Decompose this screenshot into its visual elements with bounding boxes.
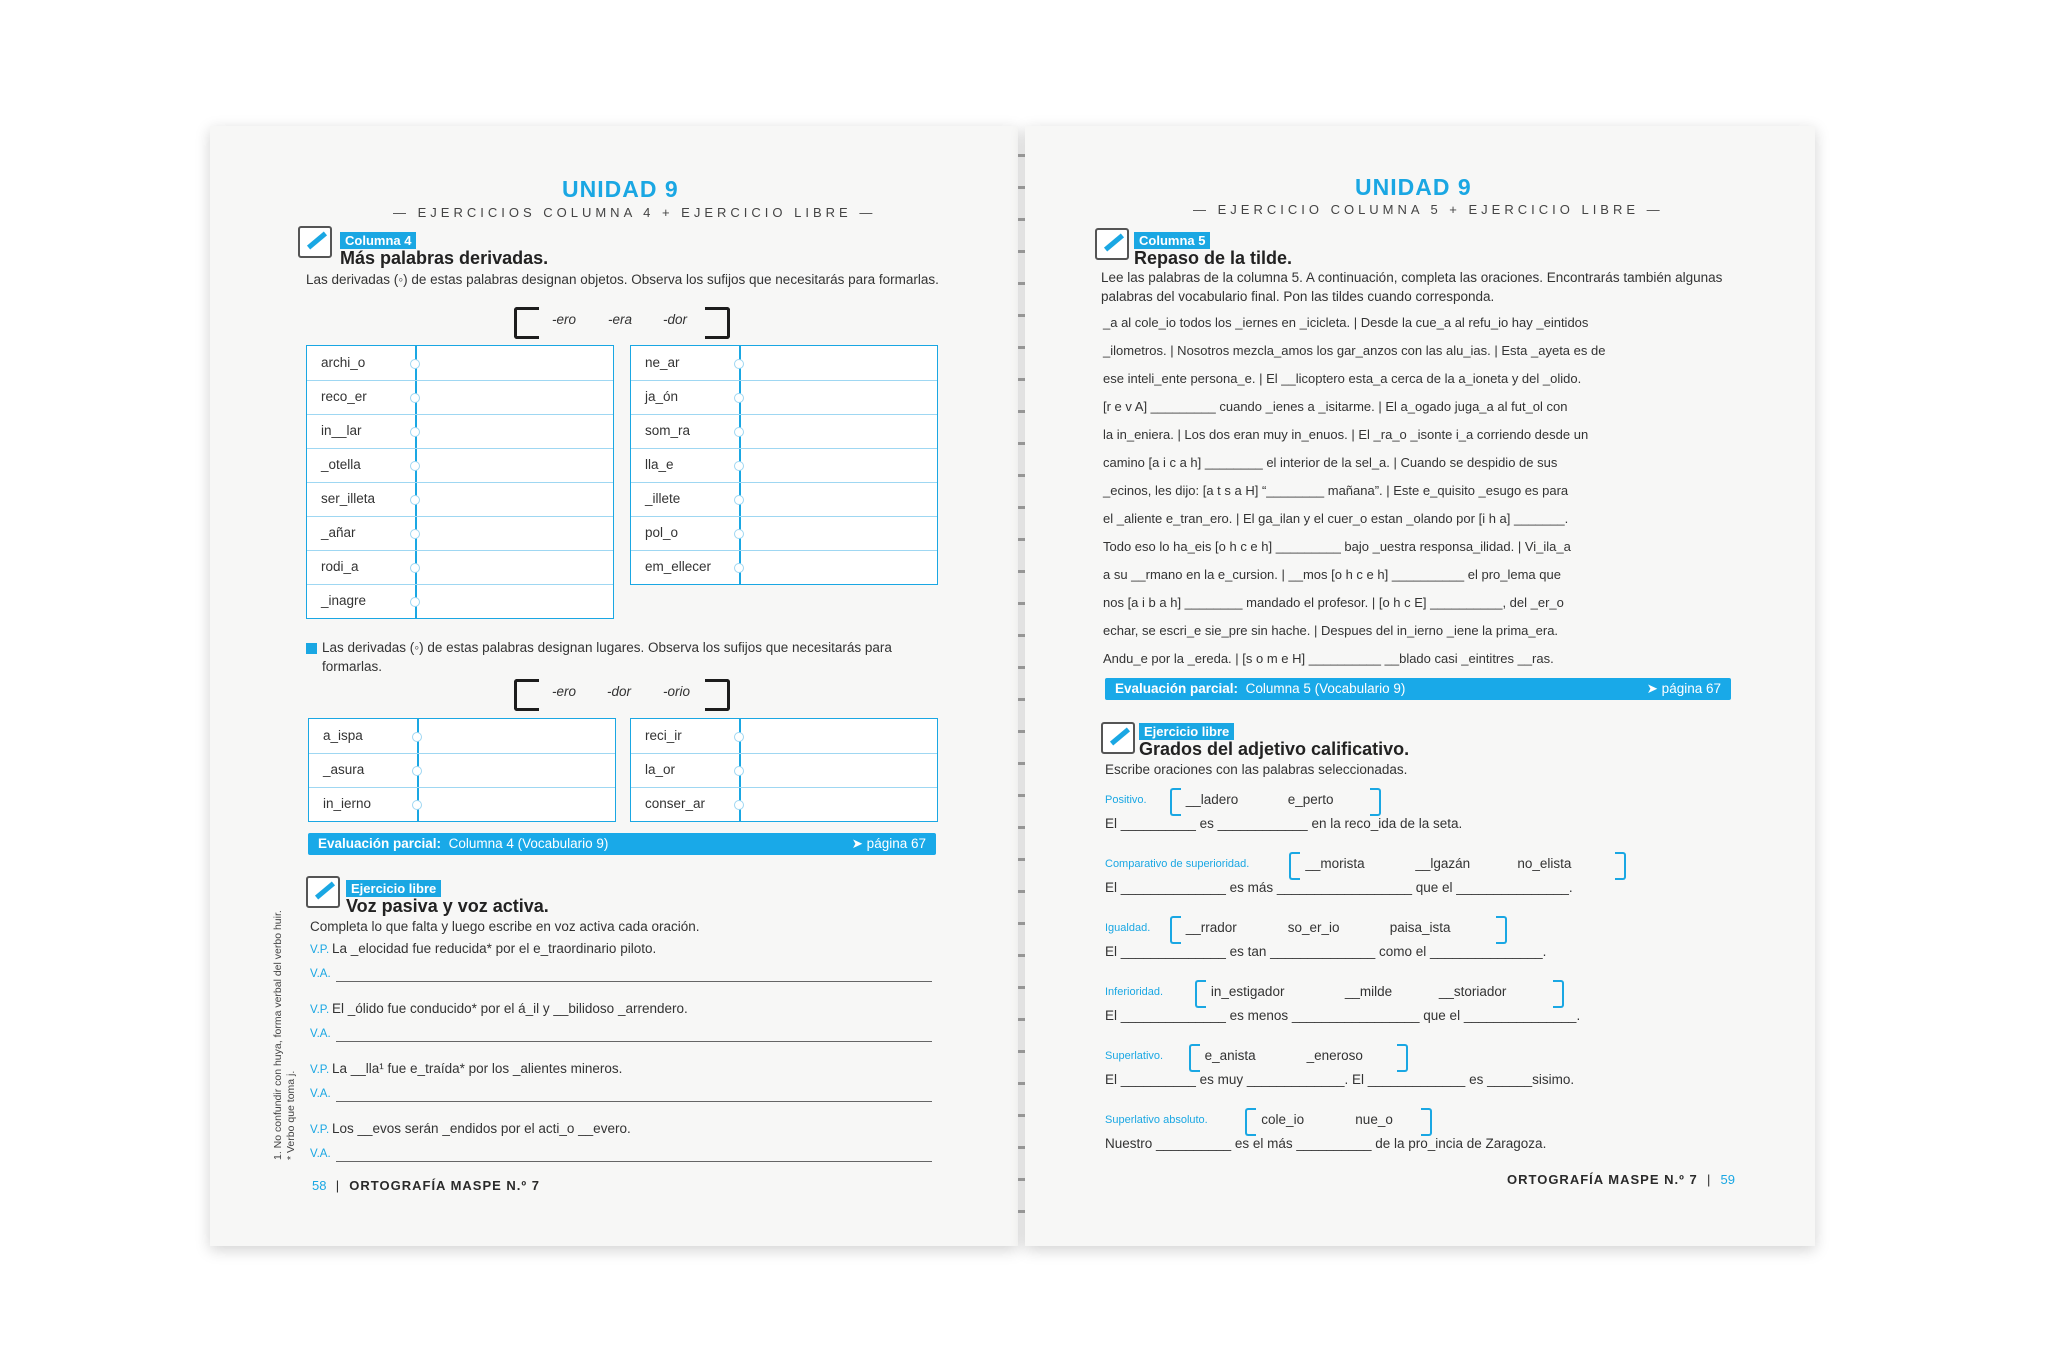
word-cell: rodi_a (321, 559, 359, 574)
section-heading: Voz pasiva y voz activa. (346, 896, 549, 916)
word-cell: archi_o (321, 355, 366, 370)
unit-subtitle: — EJERCICIO COLUMNA 5 + EJERCICIO LIBRE — (1193, 202, 1664, 217)
sentence: Los __evos serán _endidos por el acti_o __evero. (332, 1121, 631, 1136)
eval-label: Evaluación parcial: (1115, 681, 1239, 696)
selected-word: no_elista (1517, 856, 1572, 871)
word-cell: _inagre (321, 593, 367, 608)
bracket-left (1170, 916, 1181, 944)
degree-label: Comparativo de superioridad. (1105, 858, 1250, 870)
va-label: V.A. (310, 1028, 331, 1040)
side-note: 1. No confundir con huya, forma verbal del verbo huir. * Verbo que toma j. (272, 910, 297, 1160)
word-cell: ne_ar (645, 355, 680, 370)
word-cell: a_ispa (323, 728, 363, 743)
answer-line (336, 1161, 932, 1162)
section-tag: Ejercicio libre (1139, 723, 1234, 740)
table-row (631, 380, 937, 415)
section-tag: Ejercicio libre (346, 880, 441, 897)
pencil-icon (1101, 722, 1135, 754)
right-page (1025, 126, 1815, 1246)
bracket-left (1245, 1108, 1256, 1136)
bracket-left (514, 679, 539, 711)
bracket-right (1615, 852, 1626, 880)
sentence-line: Nuestro __________ es el más __________ de la pro_incia de Zaragoza. (1105, 1136, 1547, 1151)
selected-word: __storiador (1438, 984, 1507, 999)
suffix: -ero (552, 684, 577, 699)
table-row (307, 550, 613, 585)
selected-word: nue_o (1355, 1112, 1393, 1127)
vp-label: V.P. (310, 1064, 330, 1076)
derivative-marker (734, 461, 744, 471)
degree-label: Igualdad. (1105, 922, 1151, 934)
table-row (631, 448, 937, 483)
instructions: Las derivadas (◦) de estas palabras designan objetos. Observa los sufijos que necesitarás para formarlas. (306, 272, 939, 287)
bracket-right (705, 307, 730, 339)
bracket-left (1170, 788, 1181, 816)
fill-sentence: _ecinos, les dijo: [a t s a H] “________ mañana”. | Este e_quisito _esugo es para (1103, 483, 1569, 498)
page-footer: ORTOGRAFÍA MASPE N.º 7 | 59 (1507, 1172, 1736, 1187)
word-cell: ser_illeta (321, 491, 376, 506)
table-row (631, 482, 937, 517)
word-cell: in_ierno (323, 796, 372, 811)
selected-word: cole_io (1261, 1112, 1305, 1127)
derivative-marker (734, 732, 744, 742)
word-cell: _añar (321, 525, 356, 540)
table-row (307, 448, 613, 483)
word-cell: _otella (321, 457, 361, 472)
pencil-icon (1095, 228, 1129, 260)
derivative-marker (734, 563, 744, 573)
selected-word: __lgazán (1415, 856, 1471, 871)
book-title: ORTOGRAFÍA MASPE N.º 7 (1507, 1172, 1698, 1187)
degree-label: Positivo. (1105, 794, 1147, 806)
word-cell: in__lar (321, 423, 362, 438)
fill-sentence: Todo eso lo ha_eis [o h c e h] _________ bajo _uestra responsa_ilidad. | Vi_ila_a (1103, 539, 1571, 554)
left-page (210, 126, 1018, 1246)
derivative-marker (410, 495, 420, 505)
sentence-line: El ______________ es más __________________ que el _______________. (1105, 880, 1573, 895)
sentence-line: El __________ es ____________ en la reco_ida de la seta. (1105, 816, 1463, 831)
table-row (631, 346, 937, 381)
degree-label: Superlativo. (1105, 1050, 1164, 1062)
section-tag: Columna 5 (1134, 232, 1210, 249)
bracket-right (1397, 1044, 1408, 1072)
fill-sentence: Andu_e por la _ereda. | [s o m e H] __________ __blado casi _eintitres __ras. (1103, 651, 1554, 666)
derivative-marker (410, 461, 420, 471)
section-tag: Columna 4 (340, 232, 416, 249)
table-row (307, 346, 613, 381)
table-row (631, 787, 937, 821)
vp-label: V.P. (310, 1124, 330, 1136)
derivative-marker (734, 495, 744, 505)
selected-word: __rrador (1185, 920, 1237, 935)
suffix: -dor (607, 684, 632, 699)
selected-word: _eneroso (1306, 1048, 1363, 1063)
page-number: 58 (312, 1178, 327, 1193)
selected-word: __ladero (1185, 792, 1239, 807)
evaluation-bar[interactable] (308, 833, 936, 855)
page-number: 59 (1720, 1172, 1736, 1187)
answer-line (336, 1041, 932, 1042)
table-row (307, 380, 613, 415)
sentence-line: El ______________ es menos _________________ que el _______________. (1105, 1008, 1581, 1023)
table-row (307, 516, 613, 551)
page-link[interactable]: ➤ página 67 (851, 836, 926, 851)
derivative-marker (410, 359, 420, 369)
selected-word: e_perto (1287, 792, 1334, 807)
table-row (307, 482, 613, 517)
eval-label: Evaluación parcial: (318, 836, 442, 851)
unit-title: UNIDAD 9 (562, 176, 679, 202)
word-cell: _asura (323, 762, 365, 777)
fill-sentence: _ilometros. | Nosotros mezcla_amos los gar_anzos con las alu_ias. | Esta _ayeta es de (1103, 343, 1606, 358)
section-heading: Más palabras derivadas. (340, 248, 549, 268)
selected-word: in_estigador (1210, 984, 1285, 999)
degree-label: Superlativo absoluto. (1105, 1114, 1208, 1126)
fill-sentence: la in_eniera. | Los dos eran muy in_enuos. | El _ra_o _isonte i_a corriendo desde un (1103, 427, 1589, 442)
suffix: -ero (552, 312, 577, 327)
derivative-marker (734, 393, 744, 403)
derivative-marker (410, 597, 420, 607)
derivative-marker (410, 393, 420, 403)
instructions: Las derivadas (◦) de estas palabras designan lugares. Observa los sufijos que necesitarás para formarlas. (322, 640, 892, 674)
table-row (309, 719, 615, 754)
derivative-marker (410, 427, 420, 437)
fill-sentence: el _aliente e_tran_ero. | El ga_ilan y el cuer_o estan _olando por [i h a] _______. (1103, 511, 1569, 526)
bracket-left (1195, 980, 1206, 1008)
bracket-left (1289, 852, 1300, 880)
derivative-marker (412, 766, 422, 776)
derivative-marker (734, 359, 744, 369)
word-cell: conser_ar (645, 796, 706, 811)
word-cell: som_ra (645, 423, 691, 438)
derivative-marker (410, 563, 420, 573)
unit-subtitle: — EJERCICIOS COLUMNA 4 + EJERCICIO LIBRE — (393, 205, 877, 220)
bracket-left (1189, 1044, 1200, 1072)
derivative-marker (412, 732, 422, 742)
word-cell: reci_ir (645, 728, 682, 743)
word-cell: pol_o (645, 525, 679, 540)
table-row (631, 550, 937, 584)
word-table (306, 345, 614, 619)
table-row (309, 787, 615, 821)
pencil-icon (298, 226, 332, 258)
section-heading: Repaso de la tilde. (1134, 248, 1293, 268)
va-label: V.A. (310, 968, 331, 980)
selected-word: so_er_io (1287, 920, 1340, 935)
page-footer: 58 | ORTOGRAFÍA MASPE N.º 7 (312, 1178, 541, 1193)
instructions: Escribe oraciones con las palabras seleccionadas. (1105, 762, 1408, 777)
table-row (307, 584, 613, 618)
table-row (309, 753, 615, 788)
fill-sentence: echar, se escri_e sie_pre sin hache. | Despues del in_ierno _iene la prima_era. (1103, 623, 1559, 638)
bracket-right (1421, 1108, 1432, 1136)
fill-sentence: [r e v A] _________ cuando _ienes a _isitarme. | El a_ogado juga_a al fut_ol con (1103, 399, 1568, 414)
fill-sentence: ese inteli_ente persona_e. | El __licoptero esta_a cerca de la a_ioneta y del _olido. (1103, 371, 1582, 386)
square-bullet-icon (306, 642, 317, 657)
va-label: V.A. (310, 1148, 331, 1160)
instructions: Lee las palabras de la columna 5. A continuación, completa las oraciones. Encontrarás también algunas palabras del vocabulario final. Pon las tildes cuando corresponda. (1101, 270, 1723, 304)
suffix: -orio (663, 684, 691, 699)
pencil-icon (306, 876, 340, 908)
table-row (631, 753, 937, 788)
word-table (308, 718, 616, 822)
word-cell: reco_er (321, 389, 367, 404)
suffix: -era (608, 312, 633, 327)
fill-sentence: camino [a i c a h] ________ el interior de la sel_a. | Cuando se despidio de sus (1103, 455, 1558, 470)
vp-label: V.P. (310, 1004, 330, 1016)
derivative-marker (734, 766, 744, 776)
selected-word: paisa_ista (1389, 920, 1451, 935)
sentence: El _ólido fue conducido* por el á_il y __bilidoso _arrendero. (332, 1001, 688, 1016)
bracket-right (705, 679, 730, 711)
evaluation-bar[interactable] (1105, 678, 1731, 700)
book-title: ORTOGRAFÍA MASPE N.º 7 (349, 1178, 541, 1193)
vp-label: V.P. (310, 944, 330, 956)
word-cell: _illete (645, 491, 681, 506)
word-cell: ja_ón (645, 389, 679, 404)
instructions: Completa lo que falta y luego escribe en voz activa cada oración. (310, 919, 700, 934)
table-row (631, 719, 937, 754)
table-row (631, 414, 937, 449)
derivative-marker (734, 427, 744, 437)
sentence-line: El ______________ es tan ______________ como el _______________. (1105, 944, 1547, 959)
fill-sentence: a su __rmano en la e_cursion. | __mos [o h c e h] __________ el pro_lema que (1103, 567, 1561, 582)
table-row (307, 414, 613, 449)
eval-text: Columna 4 (Vocabulario 9) (448, 836, 609, 851)
word-cell: la_or (645, 762, 676, 777)
derivative-marker (412, 800, 422, 810)
sentence-line: El __________ es muy _____________. El _____________ es ______sisimo. (1105, 1072, 1575, 1087)
selected-word: e_anista (1204, 1048, 1256, 1063)
va-label: V.A. (310, 1088, 331, 1100)
eval-text: Columna 5 (Vocabulario 9) (1245, 681, 1406, 696)
table-row (631, 516, 937, 551)
sentence: La _elocidad fue reducida* por el e_traordinario piloto. (332, 941, 657, 956)
suffix: -dor (663, 312, 688, 327)
sentence: La __lla¹ fue e_traída* por los _alientes mineros. (332, 1061, 623, 1076)
word-table (630, 718, 938, 822)
answer-line (336, 1101, 932, 1102)
degree-label: Inferioridad. (1105, 986, 1164, 998)
answer-line (336, 981, 932, 982)
section-heading: Grados del adjetivo calificativo. (1139, 739, 1410, 759)
derivative-marker (734, 529, 744, 539)
unit-title: UNIDAD 9 (1355, 174, 1472, 200)
fill-sentence: nos [a i b a h] ________ mandado el profesor. | [o h c E] __________, del _er_o (1103, 595, 1564, 610)
bracket-right (1553, 980, 1564, 1008)
word-cell: em_ellecer (645, 559, 712, 574)
page-link[interactable]: ➤ página 67 (1646, 681, 1721, 696)
selected-word: __milde (1344, 984, 1393, 999)
bracket-left (514, 307, 539, 339)
derivative-marker (734, 800, 744, 810)
word-cell: lla_e (645, 457, 674, 472)
fill-sentence: _a al cole_io todos los _iernes en _icicleta. | Desde la cue_a al refu_io hay _eintidos (1103, 315, 1589, 330)
derivative-marker (410, 529, 420, 539)
word-table (630, 345, 938, 585)
selected-word: __morista (1305, 856, 1365, 871)
bracket-right (1370, 788, 1381, 816)
bracket-right (1496, 916, 1507, 944)
